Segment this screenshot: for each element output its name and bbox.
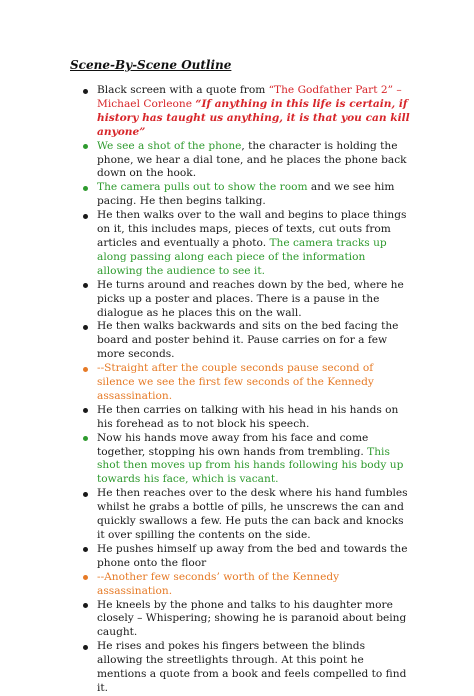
outline-item-text: Black screen with a quote from xyxy=(97,84,269,96)
outline-item-text: We see a shot of the phone xyxy=(97,139,242,152)
page-title: Scene-By-Scene Outline xyxy=(70,58,232,72)
outline-item-text: “The Godfather Part 2” – Michael Corleone xyxy=(97,84,402,110)
outline-item-text: Now his hands move away from his face and come together, stopping his own hands from trembling. xyxy=(97,431,369,458)
scene-outline-list xyxy=(0,84,474,696)
outline-item-text: The camera tracks up along passing along each piece of the information allowing the audience to see it. xyxy=(97,236,387,277)
outline-item xyxy=(0,404,474,432)
outline-item-text: --Straight after the couple seconds pause second of silence we see the first few seconds of the Kennedy assassination. xyxy=(97,362,374,402)
outline-item-text: , the character is holding the phone, we hear a dial tone, and he places the phone back down on the hook. xyxy=(97,139,407,180)
outline-item-text: and we see him pacing. He then begins talking. xyxy=(97,181,395,208)
outline-item xyxy=(0,279,474,321)
outline-item xyxy=(0,209,474,279)
outline-item-text: He then walks backwards and sits on the bed facing the board and poster behind it. Pause carries on for a few more seconds. xyxy=(97,320,399,361)
outline-item xyxy=(0,640,474,696)
outline-item-text: He then carries on talking with his head in his hands on his forehead as to not block his speech. xyxy=(97,403,399,430)
outline-item-text: He then walks over to the wall and begins to place things on it, this includes maps, pieces of texts, cut outs from articles and eventually a photo. xyxy=(97,209,407,249)
outline-item xyxy=(0,362,474,404)
outline-item xyxy=(0,84,474,140)
outline-item xyxy=(0,543,474,571)
outline-item xyxy=(0,487,474,543)
outline-item-text: He then reaches over to the desk where his hand fumbles whilst he grabs a bottle of pills, he unscrews the can and quickly swallows a few. He puts the can back and knocks it over spilling the contents on the side. xyxy=(97,487,408,541)
outline-item-text: He rises and pokes his fingers between the blinds allowing the streetlights through. At this point he mentions a quote from a book and feels compelled to find it. xyxy=(97,640,407,694)
outline-item-text: He kneels by the phone and talks to his daughter more closely – Whispering; showing he is paranoid about being caught. xyxy=(97,598,407,639)
outline-item xyxy=(0,181,474,209)
outline-item-text: “If anything in this life is certain, if history has taught us anything, it is that you can kill anyone” xyxy=(97,97,410,138)
outline-item-text: The camera pulls out to show the room xyxy=(97,181,308,194)
outline-item xyxy=(0,140,474,182)
outline-item-text: He turns around and reaches down by the bed, where he picks up a poster and places. There is a pause in the dialogue as he places this on the wall. xyxy=(97,278,404,319)
outline-item xyxy=(0,599,474,641)
outline-item-text: He pushes himself up away from the bed and towards the phone onto the floor xyxy=(97,542,408,569)
outline-item-text: This shot then moves up from his hands following his body up towards his face, which is vacant. xyxy=(97,445,404,486)
outline-item xyxy=(0,432,474,488)
outline-item-text: --Another few seconds’ worth of the Kennedy assassination. xyxy=(97,570,340,597)
outline-item xyxy=(0,320,474,362)
outline-item xyxy=(0,571,474,599)
